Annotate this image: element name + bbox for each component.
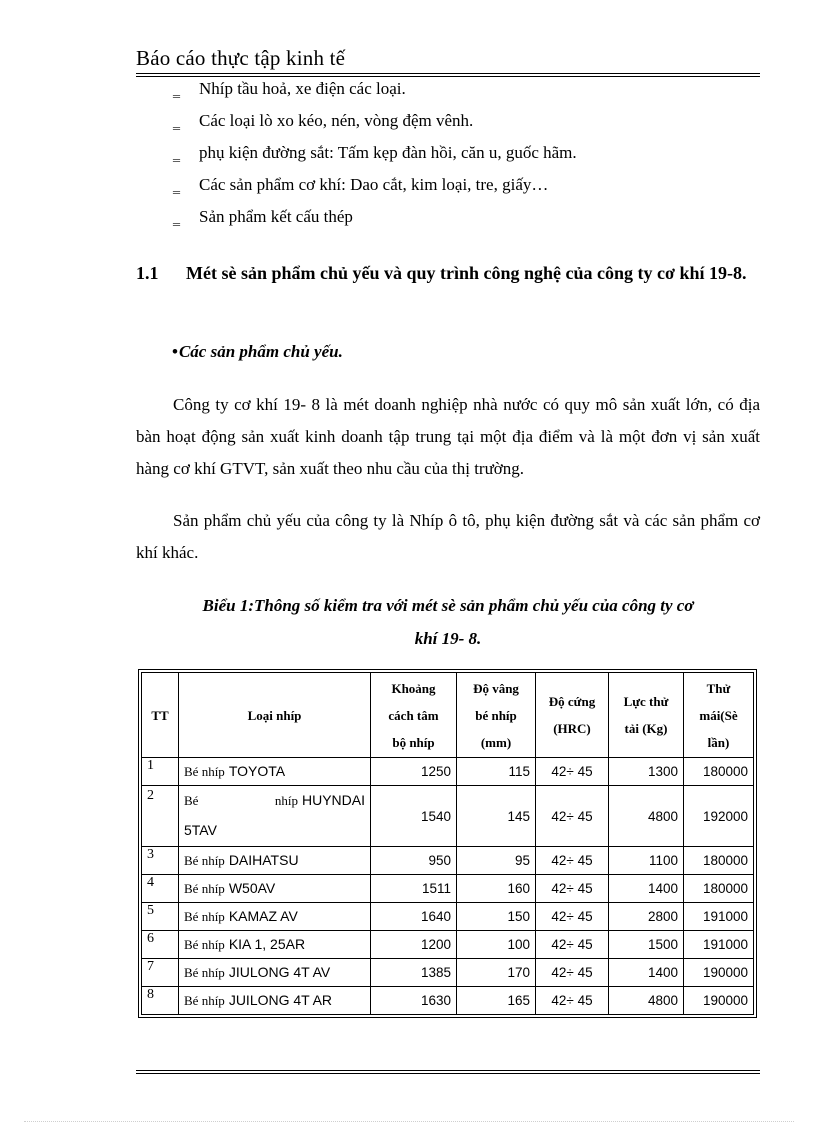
bullet-dot-icon: • bbox=[172, 342, 178, 361]
header-rule-bottom bbox=[136, 76, 760, 77]
page-bottom-edge bbox=[24, 1121, 794, 1122]
list-item bbox=[136, 142, 760, 174]
list-item-text: phụ kiện đường sắt: Tấm kẹp đàn hồi, căn u, guốc hãm. bbox=[199, 143, 577, 162]
list-item bbox=[136, 206, 760, 238]
footer-rule-top bbox=[136, 1070, 760, 1071]
list-item bbox=[136, 174, 760, 206]
bullet-marker: ‗ bbox=[173, 115, 180, 130]
list-item bbox=[136, 110, 760, 142]
header-deflection: Độ vâng bé nhíp (mm) bbox=[457, 673, 536, 758]
header-rule-top bbox=[136, 73, 760, 74]
section-number: 1.1 bbox=[136, 263, 159, 283]
product-bullet-list bbox=[136, 78, 760, 238]
header-load: Lực thử tải (Kg) bbox=[609, 673, 684, 758]
list-item-text: Nhíp tầu hoả, xe điện các loại. bbox=[199, 79, 406, 98]
caption-line-1: Biểu 1:Thông số kiểm tra với mét sè sản phẩm chủ yếu của công ty cơ bbox=[202, 596, 694, 615]
bullet-marker: ‗ bbox=[173, 179, 180, 194]
header-fatigue: Thử mái(Sè lần) bbox=[684, 673, 754, 758]
spring-spec-table bbox=[141, 672, 754, 1015]
paragraph-main-products: Sản phẩm chủ yếu của công ty là Nhíp ô tô, phụ kiện đường sắt và các sản phẩm cơ khí khác. bbox=[136, 511, 760, 562]
subheading-text: Các sản phẩm chủ yếu. bbox=[178, 342, 343, 361]
table-row: 3 Bé nhíp DAIHATSU 950 95 42÷ 45 1100 180000 bbox=[142, 847, 754, 875]
caption-line-2: khí 19- 8. bbox=[414, 629, 482, 648]
subheading bbox=[172, 342, 343, 362]
table-row: 2 Bé nhíp HUYNDAI 5TAV 1540 145 42÷ 45 4800 192000 bbox=[142, 786, 754, 847]
bullet-marker: ‗ bbox=[173, 83, 180, 98]
list-item-text: Các sản phẩm cơ khí: Dao cắt, kim loại, tre, giấy… bbox=[199, 175, 549, 194]
list-item-text: Các loại lò xo kéo, nén, vòng đệm vênh. bbox=[199, 111, 474, 130]
list-item-text: Sản phẩm kết cấu thép bbox=[199, 207, 353, 226]
page-header-title: Báo cáo thực tập kinh tế bbox=[136, 46, 346, 70]
table-caption bbox=[136, 589, 816, 655]
table-row: 6 Bé nhíp KIA 1, 25AR 1200 100 42÷ 45 1500 191000 bbox=[142, 931, 754, 959]
header-hardness: Độ cứng (HRC) bbox=[536, 673, 609, 758]
table-row: 4 Bé nhíp W50AV 1511 160 42÷ 45 1400 180000 bbox=[142, 875, 754, 903]
header-spring-type: Loại nhíp bbox=[179, 673, 371, 758]
table-row: 1 Bé nhíp TOYOTA 1250 115 42÷ 45 1300 180000 bbox=[142, 758, 754, 786]
header-tt: TT bbox=[142, 673, 179, 758]
bullet-marker: ‗ bbox=[173, 147, 180, 162]
table-row: 7 Bé nhíp JIULONG 4T AV 1385 170 42÷ 45 1400 190000 bbox=[142, 959, 754, 987]
header-distance: Khoảng cách tâm bộ nhíp bbox=[371, 673, 457, 758]
table-row: 8 Bé nhíp JUILONG 4T AR 1630 165 42÷ 45 4800 190000 bbox=[142, 987, 754, 1015]
table-row: 5 Bé nhíp KAMAZ AV 1640 150 42÷ 45 2800 191000 bbox=[142, 903, 754, 931]
section-title: Mét sè sản phẩm chủ yếu và quy trình công nghệ của công ty cơ khí 19-8. bbox=[186, 263, 747, 283]
paragraph-company-intro: Công ty cơ khí 19- 8 là mét doanh nghiệp nhà nước có quy mô sản xuất lớn, có địa bàn hoạt động sản xuất kinh doanh tập trung tại một địa điểm và là một đơn vị sản xuất hàng cơ khí GTVT, sản xuất theo nhu cầu của thị trường. bbox=[136, 395, 760, 478]
table-header-row bbox=[142, 673, 754, 758]
list-item bbox=[136, 78, 760, 110]
section-heading bbox=[136, 258, 760, 288]
bullet-marker: ‗ bbox=[173, 211, 180, 226]
footer-rule-bottom bbox=[136, 1073, 760, 1074]
